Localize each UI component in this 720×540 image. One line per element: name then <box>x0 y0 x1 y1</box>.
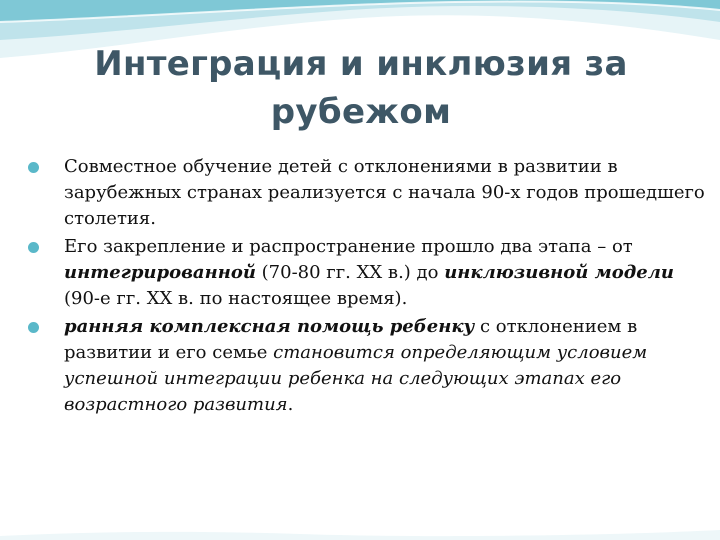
bullet-1-text: Совместное обучение детей с отклонениями в развитии в зарубежных странах реализуется с начала 90-х годов прошедшего столетия. <box>64 156 705 229</box>
bottom-wave-decoration <box>0 500 720 540</box>
slide-content <box>16 40 706 420</box>
bullet-2-text-part1: Его закрепление и распространение прошло два этапа – от <box>64 236 633 257</box>
bullet-2-text-part3: (90-е гг. XX в. по настоящее время). <box>64 288 408 309</box>
bullet-2-emphasis-inclusive: инклюзивной модели <box>444 262 675 283</box>
bullet-item-1 <box>16 154 706 232</box>
slide-title <box>16 40 706 136</box>
bullet-list <box>16 154 706 418</box>
bullet-item-3 <box>16 314 706 418</box>
bullet-item-2 <box>16 234 706 312</box>
title-line-1: Интеграция и инклюзия за <box>94 44 628 84</box>
bullet-dot-icon <box>28 242 39 253</box>
bottom-wave-layer <box>0 530 720 540</box>
title-line-2: рубежом <box>270 92 452 132</box>
bullet-3-emphasis-early-help: ранняя комплексная помощь ребенку <box>64 316 475 337</box>
bullet-3-text-part1: с отклонением в развитии и его семье <box>64 316 638 363</box>
bullet-2-text-part2: (70-80 гг. XX в.) до <box>255 262 445 283</box>
bullet-2-emphasis-integrated: интегрированной <box>64 262 256 283</box>
bullet-dot-icon <box>28 322 39 333</box>
bullet-3-italic-condition: становится определяющим условием успешной интеграции ребенка на следующих этапах его возрастного развития <box>64 342 648 415</box>
bullet-3-text-part2: . <box>287 394 294 415</box>
bullet-dot-icon <box>28 162 39 173</box>
